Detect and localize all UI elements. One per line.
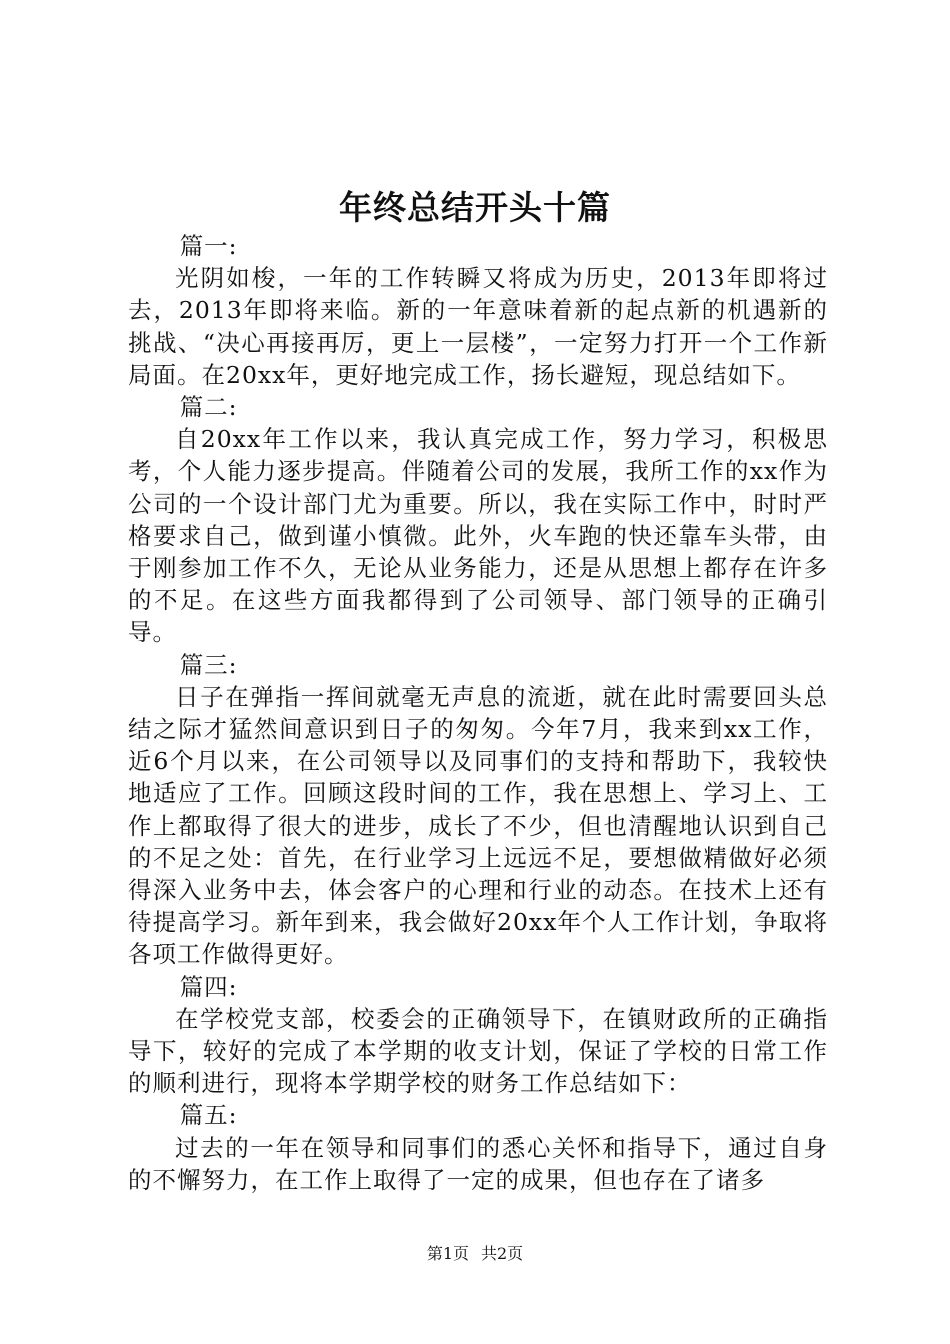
document-title: 年终总结开头十篇 — [339, 188, 611, 227]
section-text-4: 在学校党支部，校委会的正确领导下，在镇财政所的正确指导下，较好的完成了本学期的收支计划，保证了学校的日常工作的顺利进行，现将本学期学校的财务工作总结如下： — [128, 1004, 828, 1098]
document-body — [128, 230, 828, 1196]
section-heading-3: 篇三: — [179, 650, 238, 679]
page-number: 第1页 — [426, 1244, 469, 1263]
page-footer — [0, 1243, 950, 1265]
section-heading-5: 篇五: — [179, 1101, 238, 1130]
section-text-2: 自20xx年工作以来，我认真完成工作，努力学习，积极思考，个人能力逐步提高。伴随着公司的发展，我所工作的xx作为公司的一个设计部门尤为重要。所以，我在实际工作中，时时严格要求自己，做到谨小慎微。此外，火车跑的快还靠车头带，由于刚参加工作不久，无论从业务能力，还是从思想上都存在许多的不足。在这些方面我都得到了公司领导、部门领导的正确引导。 — [128, 425, 828, 647]
section-heading-1: 篇一: — [179, 232, 238, 260]
section-heading-2: 篇二: — [179, 393, 238, 422]
section-text-5: 过去的一年在领导和同事们的悉心关怀和指导下，通过自身的不懈努力，在工作上取得了一定的成果，但也存在了诸多 — [128, 1133, 828, 1194]
page-total: 共2页 — [481, 1244, 524, 1263]
section-heading-4: 篇四: — [179, 972, 238, 1001]
section-text-3: 日子在弹指一挥间就毫无声息的流逝，就在此时需要回头总结之际才猛然间意识到日子的匆匆。今年7月，我来到xx工作，近6个月以来，在公司领导以及同事们的支持和帮助下，我较快地适应了工作。回顾这段时间的工作，我在思想上、学习上、工作上都取得了很大的进步，成长了不少，但也清醒地认识到自己的不足之处：首先，在行业学习上远远不足，要想做精做好必须得深入业务中去，体会客户的心理和行业的动态。在技术上还有待提高学习。新年到来，我会做好20xx年个人工作计划，争取将各项工作做得更好。 — [128, 682, 828, 969]
section-text-1: 光阴如梭，一年的工作转瞬又将成为历史，2013年即将过去，2013年即将来临。新的一年意味着新的起点新的机遇新的挑战、“决心再接再厉，更上一层楼”，一定努力打开一个工作新局面。在20xx年，更好地完成工作，扬长避短，现总结如下。 — [128, 264, 828, 389]
